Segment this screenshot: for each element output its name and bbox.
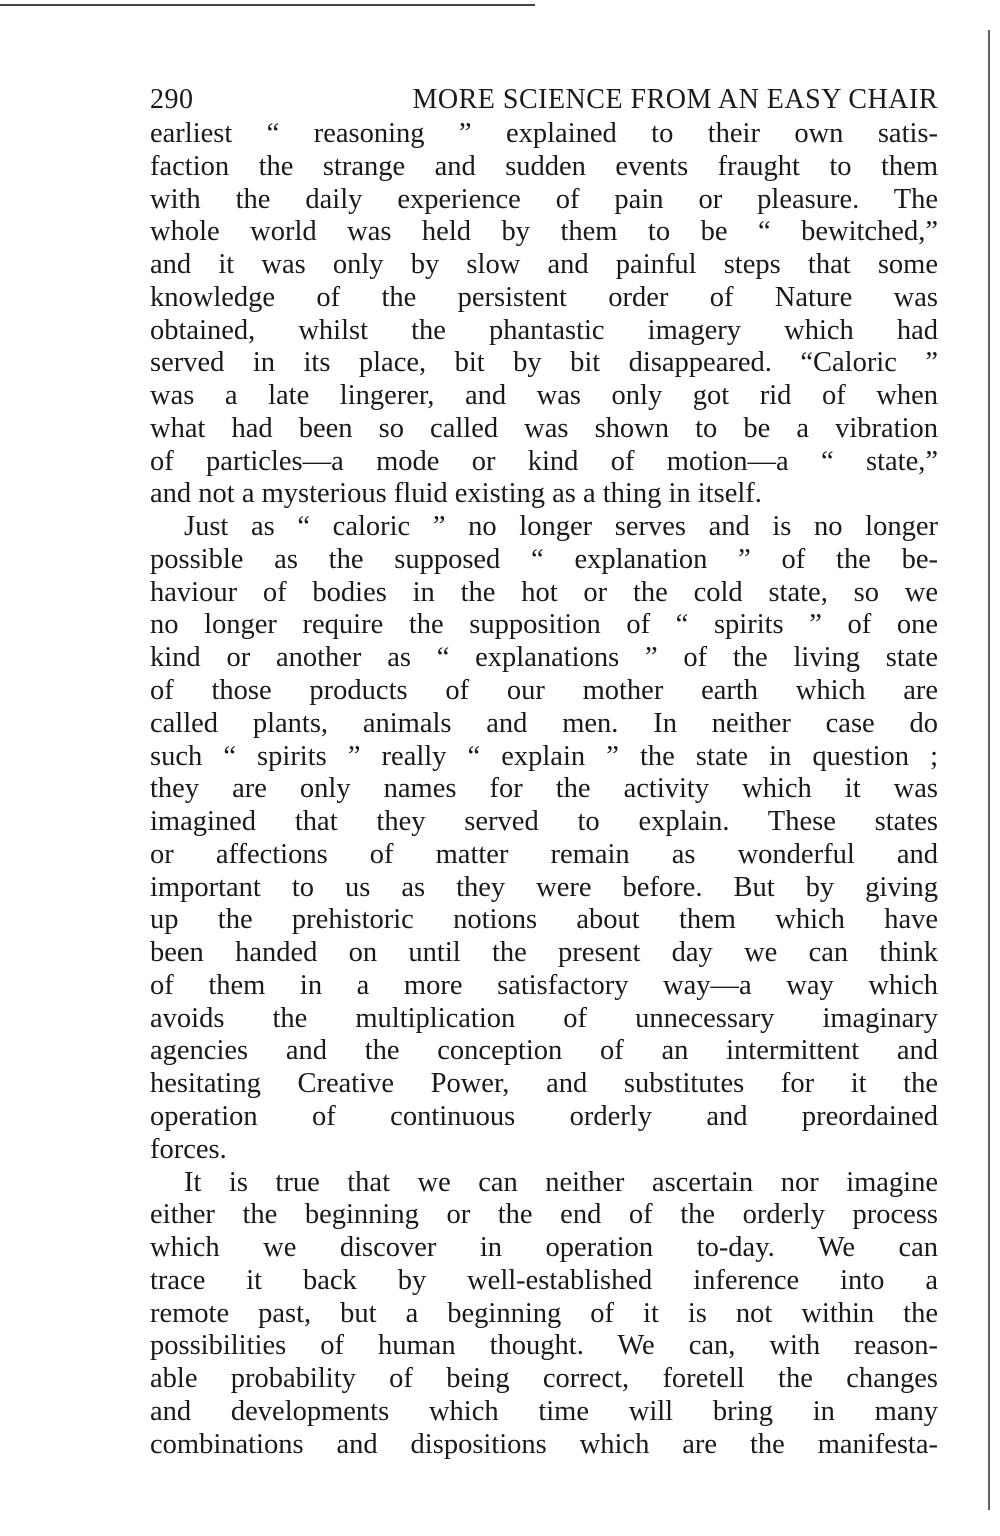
text-line: whole world was held by them to be “ bewitched,” (150, 216, 938, 248)
text-line: imagined that they served to explain. These states (150, 806, 938, 838)
text-line: trace it back by well-established inference into a (150, 1264, 938, 1296)
text-line: been handed on until the present day we can think (150, 937, 938, 969)
text-line: possible as the supposed “ explanation ” of the be- (150, 543, 938, 575)
text-line: important to us as they were before. But by giving (150, 871, 938, 903)
text-line: Just as “ caloric ” no longer serves and is no longer (184, 511, 938, 543)
text-line: possibilities of human thought. We can, with reason- (150, 1330, 938, 1362)
page-edge (988, 30, 990, 1510)
text-line: combinations and dispositions which are the manifesta- (150, 1428, 938, 1460)
page-header (150, 84, 938, 118)
text-line: avoids the multiplication of unnecessary imaginary (150, 1002, 938, 1034)
text-line: haviour of bodies in the hot or the cold state, so we (150, 576, 938, 608)
text-line: and not a mysterious fluid existing as a thing in itself. (150, 478, 762, 510)
text-line: what had been so called was shown to be a vibration (150, 412, 938, 444)
text-line: agencies and the conception of an intermittent and (150, 1035, 938, 1067)
text-line: no longer require the supposition of “ spirits ” of one (150, 609, 938, 641)
paragraph (150, 118, 938, 511)
text-line: which we discover in operation to-day. We can (150, 1232, 938, 1264)
text-line: able probability of being correct, foretell the changes (150, 1363, 938, 1395)
text-line: either the beginning or the end of the orderly process (150, 1199, 938, 1231)
top-rule (0, 4, 535, 6)
running-title: MORE SCIENCE FROM AN EASY CHAIR (412, 84, 938, 115)
text-line: operation of continuous orderly and preordained (150, 1100, 938, 1132)
paragraph (150, 511, 938, 1166)
text-line: called plants, animals and men. In neither case do (150, 707, 938, 739)
text-line: of them in a more satisfactory way—a way which (150, 969, 938, 1001)
text-line: It is true that we can neither ascertain nor imagine (184, 1166, 938, 1198)
text-line: knowledge of the persistent order of Nature was (150, 281, 938, 313)
text-line: kind or another as “ explanations ” of the living state (150, 642, 938, 674)
text-line: forces. (150, 1133, 227, 1165)
text-line: was a late lingerer, and was only got rid of when (150, 380, 938, 412)
text-line: hesitating Creative Power, and substitutes for it the (150, 1068, 938, 1100)
text-line: they are only names for the activity which it was (150, 773, 938, 805)
text-line: earliest “ reasoning ” explained to their own satis- (150, 118, 938, 149)
text-line: remote past, but a beginning of it is not within the (150, 1297, 938, 1329)
paragraph (150, 1167, 938, 1462)
text-line: and it was only by slow and painful steps that some (150, 249, 938, 281)
text-line: and developments which time will bring in many (150, 1395, 938, 1427)
text-line: with the daily experience of pain or pleasure. The (150, 183, 938, 215)
text-line: served in its place, bit by bit disappeared. “Caloric ” (150, 347, 938, 379)
text-line: of particles—a mode or kind of motion—a “ state,” (150, 445, 938, 477)
page-number: 290 (150, 84, 194, 115)
text-line: such “ spirits ” really “ explain ” the state in question ; (150, 740, 938, 772)
text-line: faction the strange and sudden events fraught to them (150, 150, 938, 182)
text-line: up the prehistoric notions about them which have (150, 904, 938, 936)
text-line: of those products of our mother earth which are (150, 675, 938, 707)
body-text (150, 118, 938, 1461)
text-line: obtained, whilst the phantastic imagery which had (150, 314, 938, 346)
text-line: or affections of matter remain as wonderful and (150, 838, 938, 870)
